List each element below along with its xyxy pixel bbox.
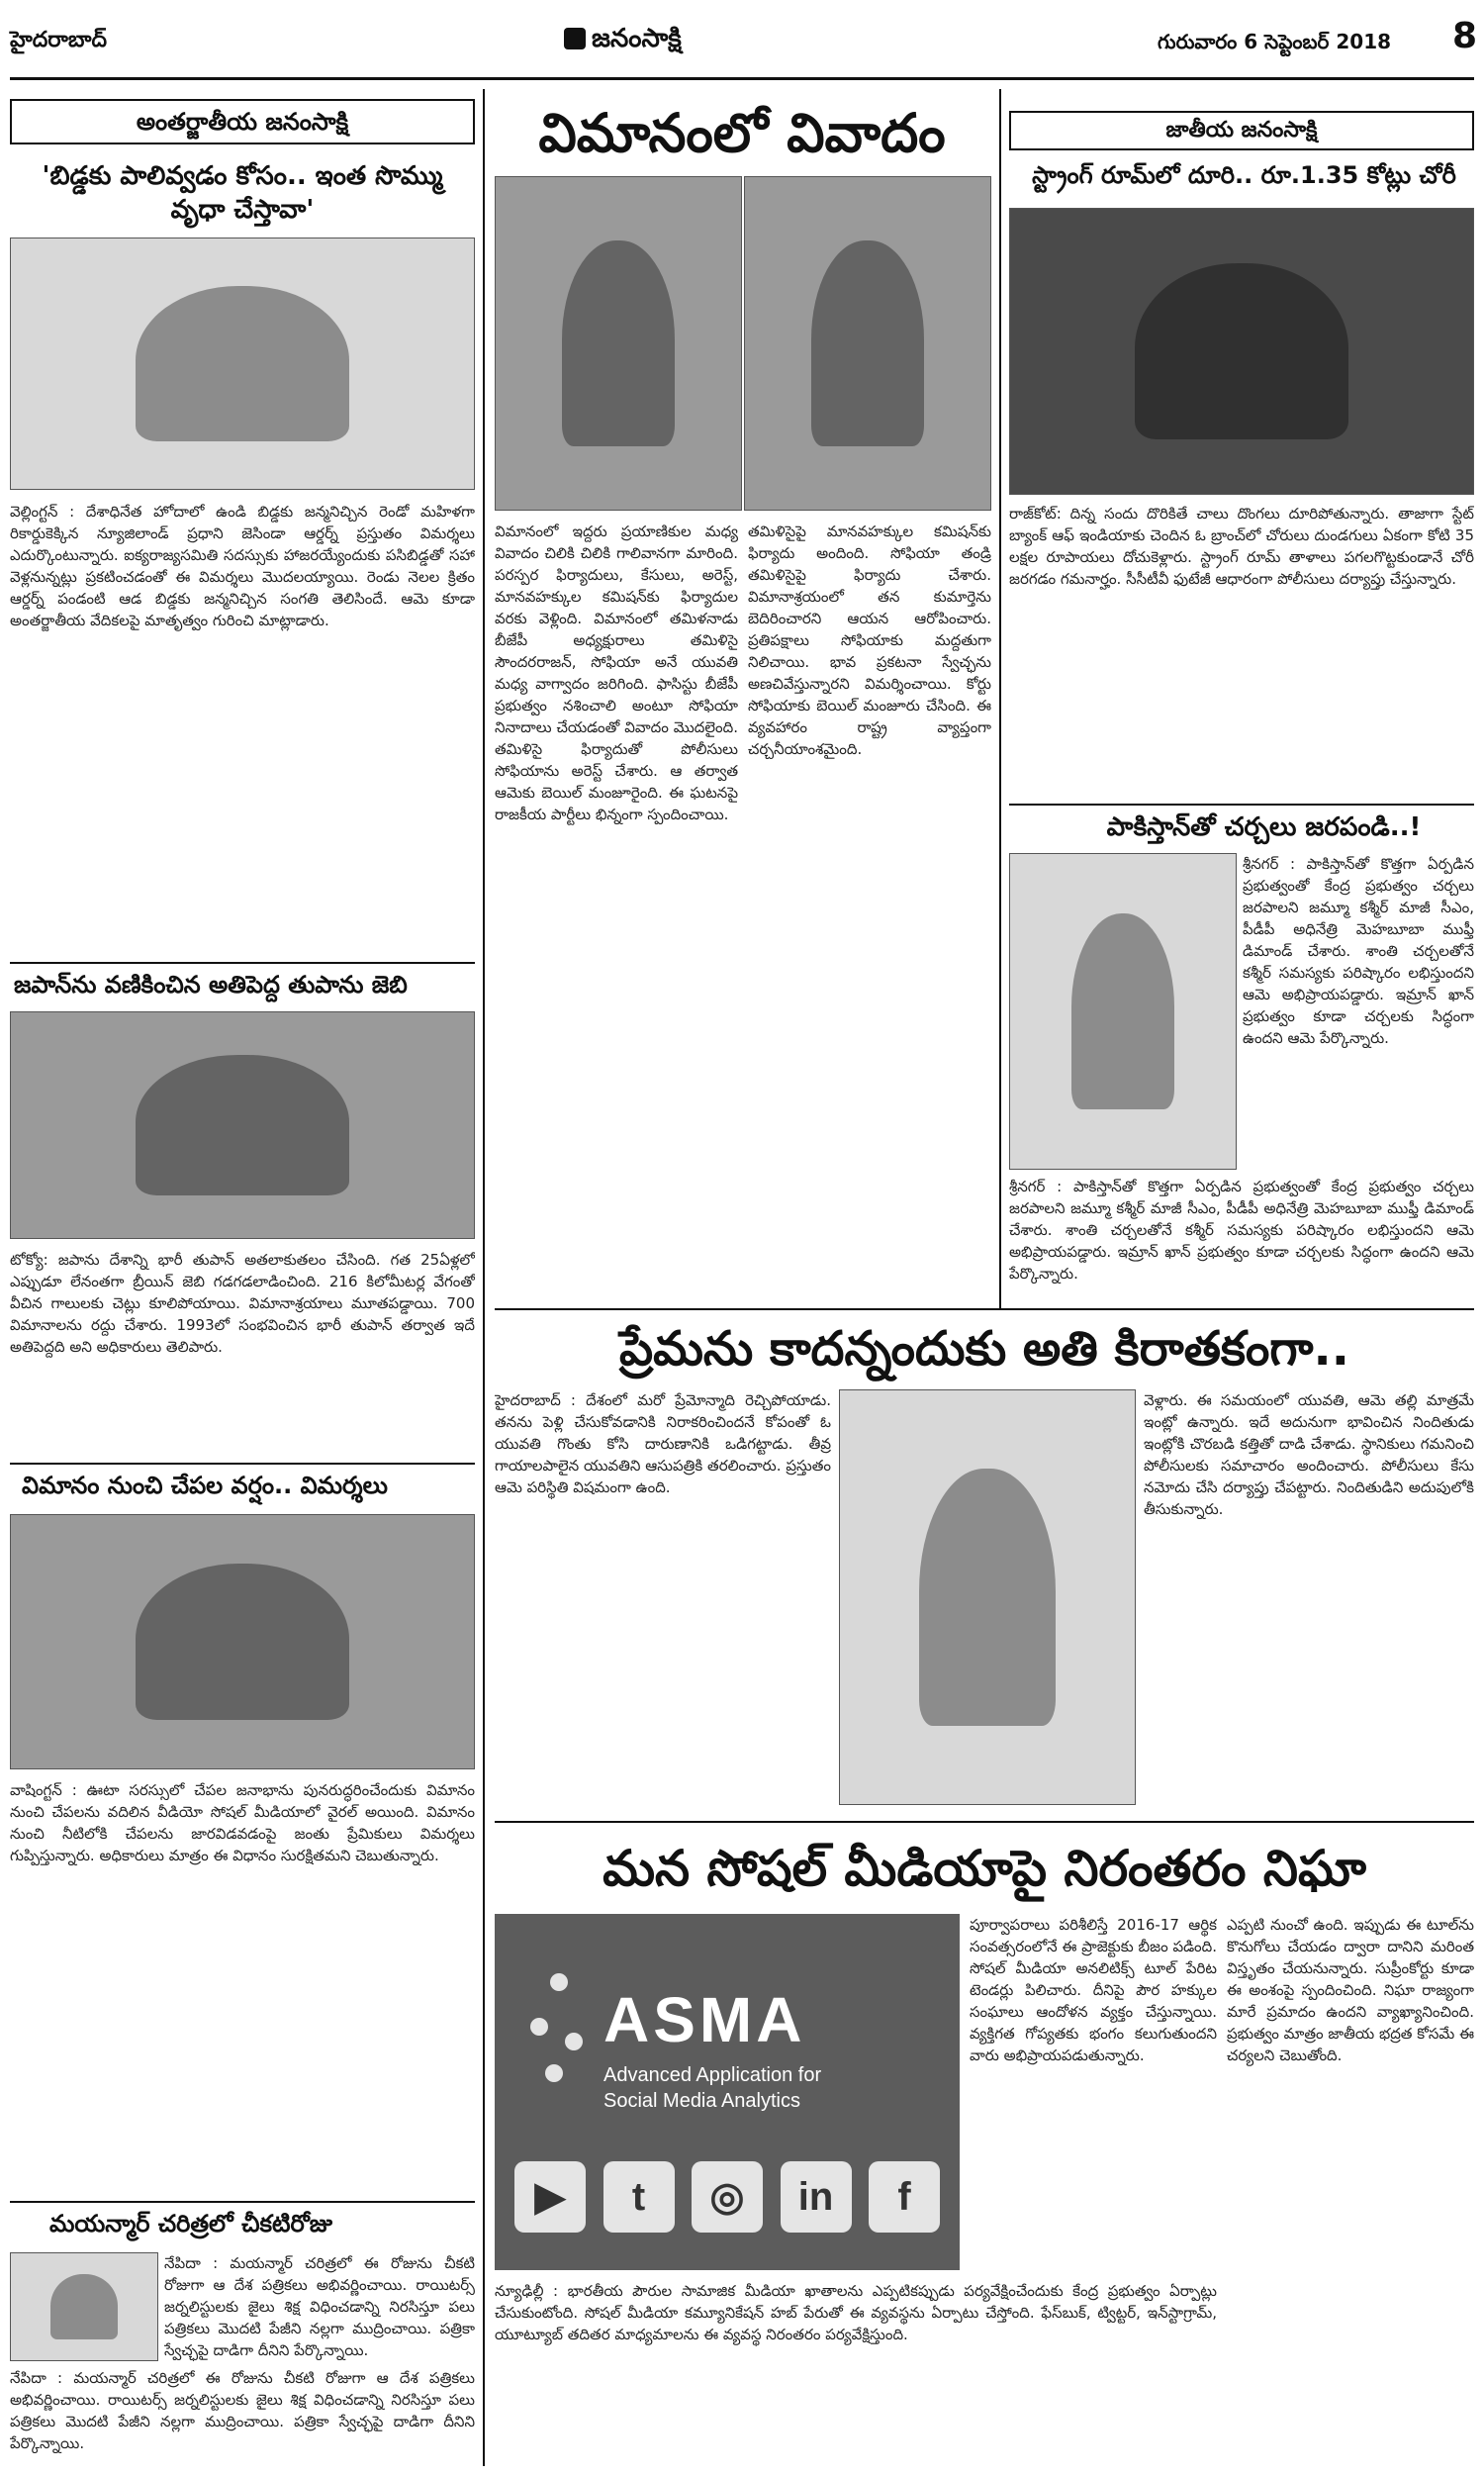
thief-photo [1009, 208, 1474, 495]
facebook-icon: f [869, 2161, 940, 2233]
woman-figure [811, 240, 924, 446]
social-icons-row [514, 2161, 940, 2250]
tree-figure [136, 1055, 348, 1194]
divider [10, 1463, 475, 1465]
pakistan-body: శ్రీనగర్ : పాకిస్తాన్‌తో కొత్తగా ఏర్పడిన ప్రభుత్వంతో కేంద్ర ప్రభుత్వం చర్చలు జరపాలని జమ్మూ కశ్మీర్ మాజీ సీఎం, పీడీపీ అధినేత్రి మెహబూబా ముఫ్తీ డిమాండ్ చేశారు. శాంతి చర్చలతోనే కశ్మీర్ సమస్యకు పరిష్కారం లభిస్తుందని ఆమె అభిప్రాయపడ్డారు. ఇమ్రాన్ ఖాన్ ప్రభుత్వం కూడా చర్చలకు సిద్ధంగా ఉందని ఆమె పేర్కొన్నారు. [1243, 855, 1474, 1047]
column-divider [999, 89, 1001, 1308]
asma-subtitle-line: Social Media Analytics [603, 2090, 800, 2112]
masked-person-figure [1135, 263, 1347, 440]
plane-headline: విమానంలో వివాదం [538, 102, 946, 164]
myanmar-photo [10, 2252, 158, 2361]
section-national: జాతీయ జనంసాక్షి [1009, 111, 1474, 150]
paper-name: జనంసాక్షి [592, 24, 682, 53]
myanmar-headline: మయన్మార్ చరిత్రలో చీకటిరోజు [49, 2210, 333, 2237]
asma-graphic [495, 1914, 960, 2270]
plane-figure [136, 1564, 348, 1721]
page-number: 8 [1452, 16, 1478, 56]
myanmar-body-cont: నేపిదా : మయన్మార్ చరిత్రలో ఈ రోజును చీకటి రోజుగా ఆ దేశ పత్రికలు అభివర్ణించాయి. రాయిటర్స్ జర్నలిస్టులకు జైలు శిక్ష విధించడాన్ని నిరసిస్తూ పలు పత్రికలు మొదటి పేజీని నల్లగా ముద్రించాయి. పత్రికా స్వేచ్ఛపై దాడిగా దీనిని పేర్కొన్నాయి. [10, 2369, 475, 2452]
ardern-body: వెల్లింగ్టన్ : దేశాధినేత హోదాలో ఉండి బిడ్డకు జన్మనిచ్చిన రెండో మహిళగా రికార్డుకెక్కిన న్యూజిలాండ్ ప్రధాని జెసిండా ఆర్డర్న్ ప్రస్తుతం విమర్శలు ఎదుర్కొంటున్నారు. ఐక్యరాజ్యసమితి సదస్సుకు హాజరయ్యేందుకు పసిబిడ్డతో సహా వెళ్లనున్నట్లు ప్రకటించడంతో ఈ విమర్శలు మొదలయ్యాయి. రెండు నెలల క్రితం ఆర్డర్న్ పండంటి ఆడ బిడ్డకు జన్మనిచ్చిన సంగతి తెలిసిందే. ఆమె కూడా అంతర్జాతీయ వేదికలపై మాతృత్వం గురించి మాట్లాడారు. [10, 503, 475, 629]
masthead [10, 8, 1478, 77]
hand-photo [839, 1389, 1136, 1805]
ardern-photo [10, 238, 475, 490]
typhoon-photo [10, 1011, 475, 1239]
divider [10, 2201, 475, 2203]
network-icon [530, 1973, 590, 2082]
section-international: అంతర్జాతీయ జనంసాక్షి [10, 99, 475, 144]
edition-city: హైదరాబాద్ [10, 28, 107, 52]
social-body: న్యూఢిల్లీ : భారతీయ పౌరుల సామాజిక మీడియా ఖాతాలను ఎప్పటికప్పుడు పర్యవేక్షించేందుకు కేంద్ర ప్రభుత్వం ఏర్పాట్లు చేసుకుంటోంది. సోషల్ మీడియా కమ్యూనికేషన్ హబ్ పేరుతో ఈ వ్యవస్థను ఏర్పాటు చేస్తోంది. ఫేస్‌బుక్, ట్విట్టర్, ఇన్‌స్టాగ్రామ్, యూట్యూబ్ తదితర మాధ్యమాలను ఈ వ్యవస్థ నిరంతరం పర్యవేక్షిస్తుంది. [495, 2282, 1217, 2343]
divider [495, 1821, 1474, 1823]
divider [495, 1308, 1474, 1310]
fishrain-body: వాషింగ్టన్ : ఊటా సరస్సులో చేపల జనాభాను పునరుద్ధరించేందుకు విమానం నుంచి చేపలను వదిలిన వీడియో సోషల్ మీడియాలో వైరల్ అయింది. విమానం నుంచి నీటిలోకి చేపలను జారవిడవడంపై జంతు ప్రేమికులు విమర్శలు గుప్పిస్తున్నారు. అధికారులు మాత్రం ఈ విధానం సురక్షితమని చెబుతున్నారు. [10, 1781, 475, 1864]
tamilisai-photo [744, 176, 991, 511]
youtube-icon: ▶ [514, 2161, 586, 2233]
fishrain-headline: విమానం నుంచి చేపల వర్షం.. విమర్శలు [22, 1472, 388, 1499]
love-headline: ప్రేమను కాదన్నందుకు అతి కిరాతకంగా.. [619, 1321, 1349, 1377]
logo-icon [564, 28, 586, 49]
love-body-cont: వెళ్లారు. ఈ సమయంలో యువతి, ఆమె తల్లి మాత్రమే ఇంట్లో ఉన్నారు. ఇదే అదునుగా భావించిన నిందితుడు ఇంట్లోకి చొరబడి కత్తితో దాడి చేశాడు. స్థానికులు గమనించి పోలీసులకు సమాచారం అందించారు. పోలీసులు కేసు నమోదు చేసి దర్యాప్తు చేపట్టారు. నిందితుడిని అదుపులోకి తీసుకున్నారు. [1144, 1391, 1474, 1518]
social-body-cont: పూర్వాపరాలు పరిశీలిస్తే 2016-17 ఆర్థిక సంవత్సరంలోనే ఈ ప్రాజెక్టుకు బీజం పడింది. సోషల్ మీడియా అనలిటిక్స్ టూల్ పేరిట టెండర్లు పిలిచారు. దీనిపై పౌర హక్కుల సంఘాలు ఆందోళన వ్యక్తం చేస్తున్నాయి. వ్యక్తిగత గోప్యతకు భంగం కలుగుతుందని వారు అభిప్రాయపడుతున్నారు. [970, 1916, 1217, 2064]
ardern-headline: 'బిడ్డకు పాలివ్వడం కోసం.. ఇంత సొమ్ము వృధా చేస్తావా' [42, 161, 443, 225]
divider [1009, 804, 1474, 806]
strongroom-headline: స్ట్రాంగ్ రూమ్‌లో దూరి.. రూ.1.35 కోట్లు చోరీ [1032, 161, 1456, 189]
asma-subtitle [603, 2062, 821, 2114]
pakistan-body-cont: శ్రీనగర్ : పాకిస్తాన్‌తో కొత్తగా ఏర్పడిన ప్రభుత్వంతో కేంద్ర ప్రభుత్వం చర్చలు జరపాలని జమ్మూ కశ్మీర్ మాజీ సీఎం, పీడీపీ అధినేత్రి మెహబూబా ముఫ్తీ డిమాండ్ చేశారు. శాంతి చర్చలతోనే కశ్మీర్ సమస్యకు పరిష్కారం లభిస్తుందని ఆమె అభిప్రాయపడ్డారు. ఇమ్రాన్ ఖాన్ ప్రభుత్వం కూడా చర్చలకు సిద్ధంగా ఉందని ఆమె పేర్కొన్నారు. [1009, 1178, 1474, 1283]
masthead-rule [10, 77, 1474, 80]
plane-body: విమానంలో ఇద్దరు ప్రయాణికుల మధ్య వివాదం చిలికి చిలికి గాలివానగా మారింది. పరస్పర ఫిర్యాదులు, కేసులు, అరెస్ట్, మానవహక్కుల కమిషన్‌కు ఫిర్యాదుల వరకు వెళ్లింది. విమానంలో తమిళనాడు బీజేపీ అధ్యక్షురాలు తమిళిసై సౌందరరాజన్, సోఫియా అనే యువతి మధ్య వాగ్వాదం జరిగింది. ఫాసిస్టు బీజేపీ ప్రభుత్వం నశించాలి అంటూ సోఫియా నినాదాలు చేయడంతో వివాదం మొదలైంది. తమిళిసై ఫిర్యాదుతో పోలీసులు సోఫియాను అరెస్ట్ చేశారు. ఆ తర్వాత ఆమెకు బెయిల్ మంజూరైంది. ఈ ఘటనపై రాజకీయ పార్టీలు భిన్నంగా స్పందించాయి. [495, 523, 738, 823]
instagram-icon: ◎ [692, 2161, 763, 2233]
pakistan-headline: పాకిస్తాన్‌తో చర్చలు జరపండి..! [1106, 812, 1422, 842]
fishrain-photo [10, 1514, 475, 1769]
plane-body-cont: తమిళిసైపై మానవహక్కుల కమిషన్‌కు ఫిర్యాదు అందింది. సోఫియా తండ్రి తమిళిసైపై ఫిర్యాదు చేశారు. విమానాశ్రయంలో తన కుమార్తెను బెదిరించారని ఆయన ఆరోపించారు. ప్రతిపక్షాలు సోఫియాకు మద్దతుగా నిలిచాయి. భావ ప్రకటనా స్వేచ్ఛను అణచివేస్తున్నారని విమర్శించాయి. కోర్టు సోఫియాకు బెయిల్ మంజూరు చేసింది. ఈ వ్యవహారం రాష్ట్ర వ్యాప్తంగా చర్చనీయాంశమైంది. [748, 523, 991, 758]
typhoon-body: టోక్యో: జపాను దేశాన్ని భారీ తుపాన్ అతలాకుతలం చేసింది. గత 25ఏళ్లలో ఎప్పుడూ లేనంతగా బ్రీయిన్ జెబి గడగడలాడించింది. 216 కిలోమీటర్ల వేగంతో వీచిన గాలులకు చెట్లు కూలిపోయాయి. విమానాశ్రయాలు మూతపడ్డాయి. 700 విమానాలను రద్దు చేశారు. 1993లో సంభవించిన భారీ తుపాన్ తర్వాత ఇదే అతిపెద్దది అని అధికారులు తెలిపారు. [10, 1251, 475, 1356]
people-figure [136, 286, 348, 441]
edition-date: గురువారం 6 సెప్టెంబర్ 2018 [1158, 30, 1392, 53]
social-headline: మన సోషల్ మీడియాపై నిరంతరం నిఘా [603, 1840, 1366, 1897]
linkedin-icon: in [781, 2161, 852, 2233]
woman-figure [1071, 913, 1175, 1108]
mehbooba-photo [1009, 853, 1237, 1170]
myanmar-body: నేపిదా : మయన్మార్ చరిత్రలో ఈ రోజును చీకటి రోజుగా ఆ దేశ పత్రికలు అభివర్ణించాయి. రాయిటర్స్ జర్నలిస్టులకు జైలు శిక్ష విధించడాన్ని నిరసిస్తూ పలు పత్రికలు మొదటి పేజీని నల్లగా ముద్రించాయి. పత్రికా స్వేచ్ఛపై దాడిగా దీనిని పేర్కొన్నాయి. [164, 2254, 475, 2359]
woman-figure [562, 240, 675, 446]
love-body: హైదరాబాద్ : దేశంలో మరో ప్రేమోన్మాది రెచ్చిపోయాడు. తనను పెళ్లి చేసుకోవడానికి నిరాకరించిందనే కోపంతో ఓ యువతి గొంతు కోసి దారుణానికి ఒడిగట్టాడు. తీవ్ర గాయాలపాలైన యువతిని ఆసుపత్రికి తరలించారు. ప్రస్తుతం ఆమె పరిస్థితి విషమంగా ఉంది. [495, 1391, 831, 1496]
social-body-cont-2: ఎప్పటి నుంచో ఉంది. ఇప్పుడు ఈ టూల్‌ను కొనుగోలు చేయడం ద్వారా దానిని మరింత విస్తృతం చేయనున్నారు. సుప్రీంకోర్టు కూడా ఈ అంశంపై స్పందించింది. నిఘా రాజ్యంగా మారే ప్రమాదం ఉందని వ్యాఖ్యానించింది. ప్రభుత్వం మాత్రం జాతీయ భద్రత కోసమే ఈ చర్యలని చెబుతోంది. [1227, 1916, 1474, 2064]
newspapers-figure [50, 2274, 118, 2340]
twitter-icon: t [603, 2161, 675, 2233]
column-divider [483, 89, 485, 1308]
asma-title: ASMA [603, 1984, 806, 2055]
sophia-photo [495, 176, 742, 511]
divider [10, 962, 475, 964]
typhoon-headline: జపాన్‌ను వణికించిన అతిపెద్ద తుపాను జెబి [14, 971, 408, 999]
hand-figure [919, 1469, 1055, 1725]
strongroom-body: రాజ్‌కోట్: దిన్న సందు దొరికితే చాలు దొంగలు దూరిపోతున్నారు. తాజాగా స్టేట్ బ్యాంక్ ఆఫ్ ఇండియాకు చెందిన ఓ బ్రాంచ్‌లో చోరులు దుండగులు ఏకంగా కోటి 35 లక్షల రూపాయలు దోచుకెళ్లారు. స్ట్రాంగ్ రూమ్ తాళాలు పగలగొట్టకుండానే చోరీ జరగడం గమనార్హం. సీసీటీవీ ఫుటేజీ ఆధారంగా పోలీసులు దర్యాప్తు చేస్తున్నారు. [1009, 505, 1474, 588]
asma-subtitle-line: Advanced Application for [603, 2064, 822, 2086]
paper-logo [564, 24, 682, 59]
column-divider [483, 1308, 485, 2466]
